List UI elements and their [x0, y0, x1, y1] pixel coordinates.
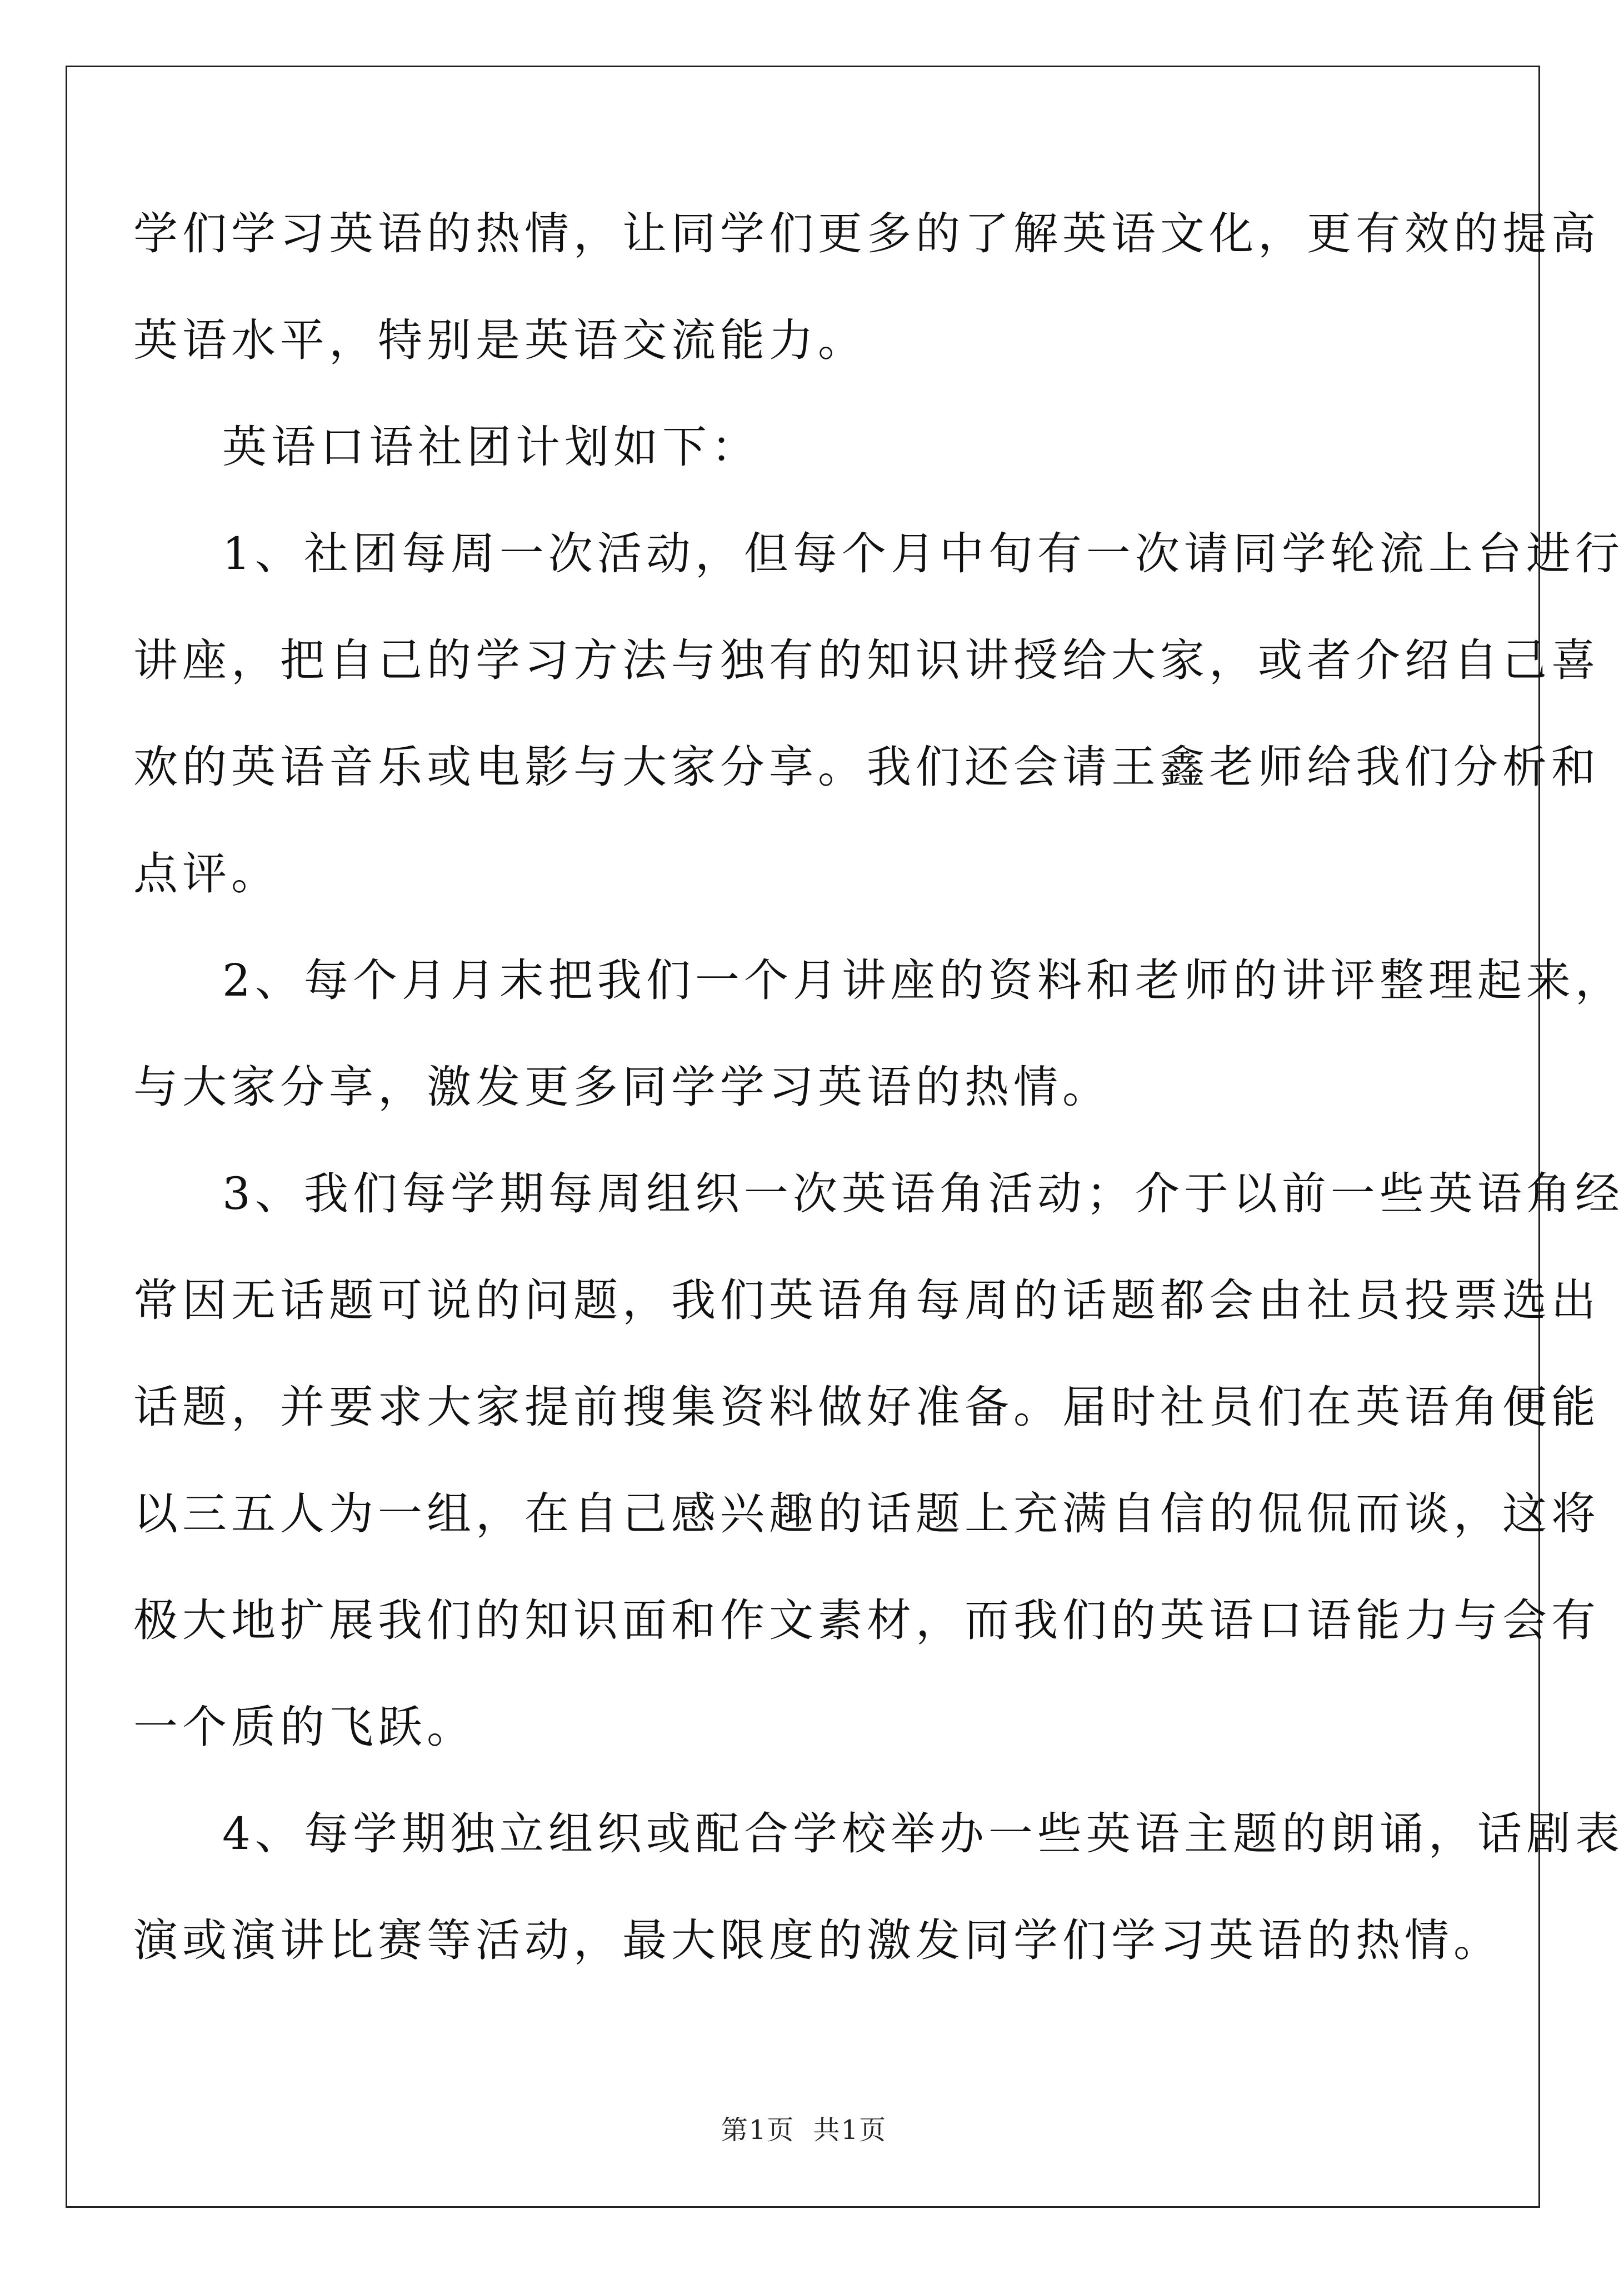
text-line: 以三五人为一组，在自己感兴趣的话题上充满自信的侃侃而谈，这将 [133, 1488, 1600, 1540]
text-line: 一个质的飞跃。 [133, 1701, 476, 1753]
page-footer [0, 2108, 1608, 2147]
text-line: 讲座，把自己的学习方法与独有的知识讲授给大家，或者介绍自己喜 [133, 634, 1600, 686]
paragraph [133, 927, 1624, 1141]
text-line: 常因无话题可说的问题，我们英语角每周的话题都会由社员投票选出 [133, 1275, 1600, 1326]
paragraph [133, 1141, 1624, 1781]
paragraph [133, 1781, 1624, 1994]
text-line: 与大家分享，激发更多同学学习英语的热情。 [133, 1061, 1111, 1113]
text-line: 演或演讲比赛等活动，最大限度的激发同学们学习英语的热情。 [133, 1915, 1502, 1966]
text-line: 学们学习英语的热情，让同学们更多的了解英语文化，更有效的提高 [133, 208, 1600, 259]
text-line: 欢的英语音乐或电影与大家分享。我们还会请王鑫老师给我们分析和 [133, 741, 1600, 793]
text-line: 2、每个月月末把我们一个月讲座的资料和老师的讲评整理起来， [222, 954, 1624, 1006]
page-number: 第1页 [721, 2115, 795, 2146]
text-line: 英语口语社团计划如下： [222, 421, 760, 473]
text-line: 点评。 [133, 848, 280, 899]
text-line: 英语水平，特别是英语交流能力。 [133, 314, 867, 366]
text-line: 话题，并要求大家提前搜集资料做好准备。届时社员们在英语角便能 [133, 1381, 1600, 1433]
paragraph [133, 501, 1624, 927]
text-line: 极大地扩展我们的知识面和作文素材，而我们的英语口语能力与会有 [133, 1595, 1600, 1646]
text-line: 1、社团每周一次活动，但每个月中旬有一次请同学轮流上台进行 [222, 528, 1624, 579]
text-line: 3、我们每学期每周组织一次英语角活动；介于以前一些英语角经 [222, 1168, 1624, 1220]
paragraph [133, 181, 1600, 394]
paragraph [133, 394, 1411, 501]
text-line: 4、每学期独立组织或配合学校举办一些英语主题的朗诵，话剧表 [222, 1808, 1624, 1860]
page-count: 共1页 [813, 2115, 887, 2146]
document-body [133, 181, 1624, 1994]
